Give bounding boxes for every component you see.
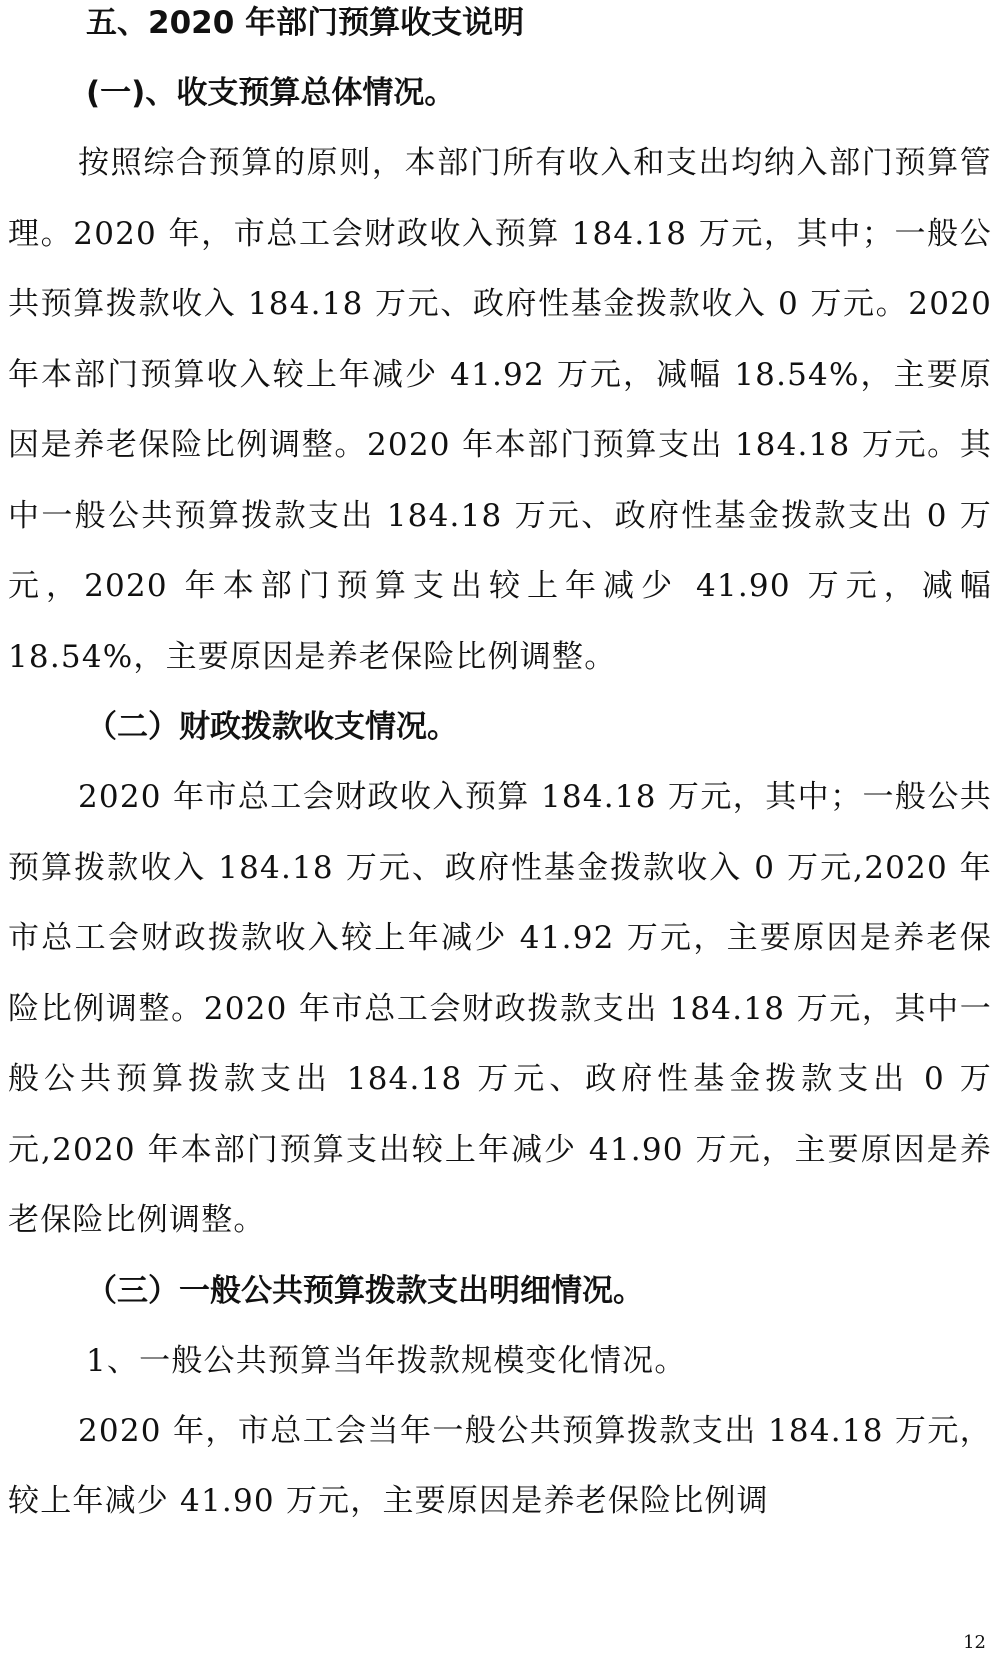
- subsection-3-paragraph: 2020 年，市总工会当年一般公共预算拨款支出 184.18 万元，较上年减少 41.90 万元，主要原因是养老保险比例调: [8, 1412, 992, 1519]
- subsection-3-heading: （三）一般公共预算拨款支出明细情况。: [86, 1272, 644, 1309]
- page-number: 12: [963, 1632, 986, 1653]
- subsection-1-paragraph: 按照综合预算的原则，本部门所有收入和支出均纳入部门预算管理。2020 年，市总工会财政收入预算 184.18 万元，其中；一般公共预算拨款收入 184.18 万元、政府性基金拨款收入 0 万元。2020 年本部门预算收入较上年减少 41.92 万元，减幅 18.54%，主要原因是养老保险比例调整。2020 年本部门预算支出 184.18 万元。其中一般公共预算拨款支出 184.18 万元、政府性基金拨款支出 0 万元，2020 年本部门预算支出较上年减少 41.90 万元，减幅 18.54%，主要原因是养老保险比例调整。: [8, 145, 992, 675]
- subsection-2-heading: （二）财政拨款收支情况。: [86, 709, 458, 745]
- subsection-1-heading: (一)、收支预算总体情况。: [86, 75, 456, 111]
- subsection-2-paragraph: 2020 年市总工会财政收入预算 184.18 万元，其中；一般公共预算拨款收入 184.18 万元、政府性基金拨款收入 0 万元,2020 年市总工会财政拨款收入较上年减少 41.92 万元，主要原因是养老保险比例调整。2020 年市总工会财政拨款支出 184.18 万元，其中一般公共预算拨款支出 184.18 万元、政府性基金拨款支出 0 万元,2020 年本部门预算支出较上年减少 41.90 万元，主要原因是养老保险比例调整。: [8, 779, 992, 1238]
- subsection-3-item-1: 1、一般公共预算当年拨款规模变化情况。: [86, 1342, 687, 1379]
- page-content: [8, 0, 992, 1537]
- section-heading: 五、2020 年部门预算收支说明: [86, 5, 525, 41]
